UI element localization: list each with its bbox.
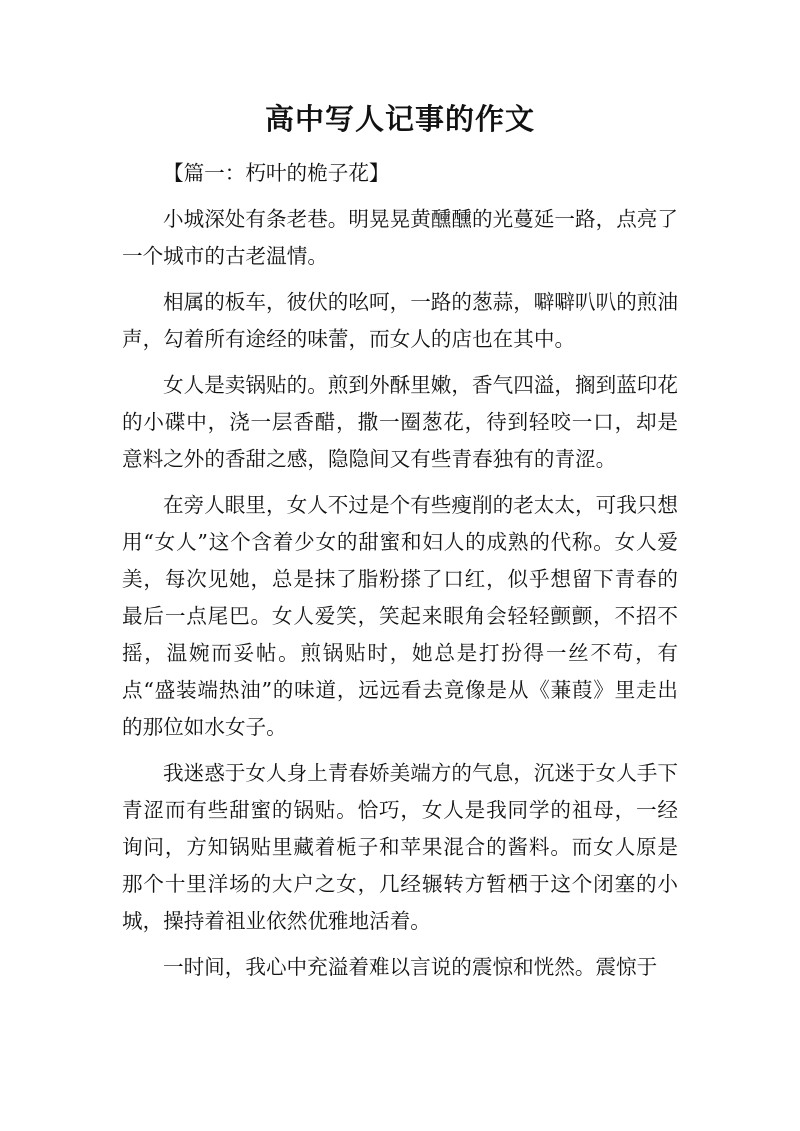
paragraph-6: 一时间，我心中充溢着难以言说的震惊和恍然。震惊于 xyxy=(163,955,658,979)
paragraph-5: 我迷惑于女人身上青春娇美端方的气息，沉迷于女人手下青涩而有些甜蜜的锅贴。恰巧，女人是我同学的祖母，一经询问，方知锅贴里藏着栀子和苹果混合的酱料。而女人原是那个十里洋场的大户之女，几经辗转方暂栖于这个闭塞的小城，操持着祖业依然优雅地活着。 xyxy=(122,761,678,933)
section-heading: 【篇一：朽叶的桅子花】 xyxy=(163,161,390,185)
paragraph-3: 女人是卖锅贴的。煎到外酥里嫩，香气四溢，搁到蓝印花的小碟中，浇一层香醋，撒一圈葱花，待到轻咬一口，却是意料之外的香甜之感，隐隐间又有些青春独有的青涩。 xyxy=(122,373,678,471)
paragraph-4: 在旁人眼里，女人不过是个有些瘦削的老太太，可我只想用“女人”这个含着少女的甜蜜和妇人的成熟的代称。女人爱美，每次见她，总是抹了脂粉搽了口红，似乎想留下青春的最后一点尾巴。女人爱笑，笑起来眼角会轻轻颤颤，不招不摇，温婉而妥帖。煎锅贴时，她总是打扮得一丝不苟，有点“盛装端热油”的味道，远远看去竟像是从《蒹葭》里走出的那位如水女子。 xyxy=(122,493,678,739)
paragraph-2: 相属的板车，彼伏的吆呵，一路的葱蒜，噼噼叭叭的煎油声，勾着所有途经的味蕾，而女人的店也在其中。 xyxy=(122,290,678,351)
paragraph-1: 小城深处有条老巷。明晃晃黄醺醺的光蔓延一路，点亮了一个城市的古老温情。 xyxy=(122,207,678,268)
document-title: 高中写人记事的作文 xyxy=(264,102,535,136)
document-body xyxy=(122,155,678,995)
